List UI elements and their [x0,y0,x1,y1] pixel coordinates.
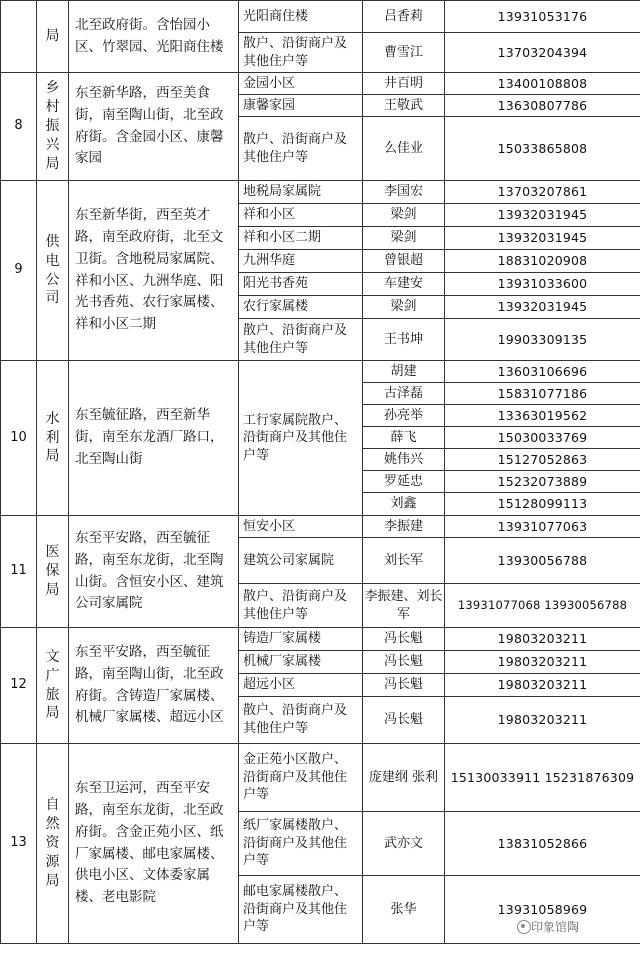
phone-number: 13932031945 [445,296,640,319]
phone-number: 15232073889 [445,471,640,493]
area-name: 建筑公司家属院 [239,538,363,584]
area-name: 光阳商住楼 [239,1,363,33]
area-name: 超远小区 [239,674,363,697]
area-name: 九洲华庭 [239,250,363,273]
area-name: 散户、沿街商户及其他住户等 [239,697,363,744]
row-index: 9 [1,181,37,361]
row-index: 13 [1,744,37,944]
phone-number: 13931058969 [445,876,640,944]
phone-number: 13931077068 13930056788 [445,584,640,628]
phone-number: 13930056788 [445,538,640,584]
unit-name: 医保局 [37,516,69,628]
area-name: 祥和小区 [239,204,363,227]
scope-text: 东至新华路，西至美食街，南至陶山街，北至政府街。含金园小区、康馨家园 [69,73,239,181]
contact-person: 吕香莉 [363,1,445,33]
phone-number: 18831020908 [445,250,640,273]
scope-text: 东至平安路，西至毓征路，南至陶山街，北至政府街。含铸造厂家属楼、机械厂家属楼、超远小区 [69,628,239,744]
area-name: 铸造厂家属楼 [239,628,363,651]
contact-person: 姚伟兴 [363,449,445,471]
phone-number: 13931053176 [445,1,640,33]
row-index: 11 [1,516,37,628]
phone-number: 19803203211 [445,651,640,674]
area-name: 工行家属院散户、沿街商户及其他住户等 [239,361,363,516]
area-name: 纸厂家属楼散户、沿街商户及其他住户等 [239,812,363,876]
contact-person: 冯长魁 [363,628,445,651]
area-name: 阳光书香苑 [239,273,363,296]
unit-name: 供电公司 [37,181,69,361]
phone-number: 15127052863 [445,449,640,471]
phone-number: 15033865808 [445,117,640,181]
area-name: 祥和小区二期 [239,227,363,250]
phone-number: 13931077063 [445,516,640,538]
unit-name: 自然资源局 [37,744,69,944]
contact-person: 车建安 [363,273,445,296]
phone-number: 19803203211 [445,628,640,651]
phone-number: 13831052866 [445,812,640,876]
contact-person: 梁剑 [363,204,445,227]
area-name: 康馨家园 [239,95,363,117]
contact-person: 刘鑫 [363,493,445,516]
area-name: 邮电家属楼散户、沿街商户及其他住户等 [239,876,363,944]
phone-number: 19903309135 [445,319,640,361]
area-name: 地税局家属院 [239,181,363,204]
unit-name: 水利局 [37,361,69,516]
area-name: 金园小区 [239,73,363,95]
contact-person: 孙亮举 [363,405,445,427]
phone-number: 13630807786 [445,95,640,117]
row-index [1,1,37,73]
contact-person: 李国宏 [363,181,445,204]
contact-person: 李振建、刘长军 [363,584,445,628]
contact-person: 王书坤 [363,319,445,361]
contact-person: 罗延忠 [363,471,445,493]
contact-person: 古泽磊 [363,383,445,405]
row-index: 8 [1,73,37,181]
phone-number: 19803203211 [445,697,640,744]
row-index: 12 [1,628,37,744]
contact-person: 薛飞 [363,427,445,449]
area-name: 机械厂家属楼 [239,651,363,674]
phone-number: 13603106696 [445,361,640,383]
contact-person: 武亦文 [363,812,445,876]
scope-text: 东至新华街，西至英才路，南至政府街，北至文卫街。含地税局家属院、祥和小区、九洲华庭、阳光书香苑、农行家属楼、祥和小区二期 [69,181,239,361]
row-index: 10 [1,361,37,516]
area-name: 散户、沿街商户及其他住户等 [239,117,363,181]
contact-person: 梁剑 [363,296,445,319]
unit-name: 局 [37,1,69,73]
phone-number: 13931033600 [445,273,640,296]
area-name: 恒安小区 [239,516,363,538]
watermark-text: 印象馆陶 [531,920,580,934]
contact-person: 冯长魁 [363,697,445,744]
scope-text: 东至毓征路，西至新华街，南至东龙酒厂路口，北至陶山街 [69,361,239,516]
unit-name: 文广旅局 [37,628,69,744]
phone-number: 13703204394 [445,33,640,73]
scope-text: 北至政府街。含怡园小区、竹翠园、光阳商住楼 [69,1,239,73]
phone-number: 19803203211 [445,674,640,697]
unit-name: 乡村振兴局 [37,73,69,181]
contact-person: 么佳业 [363,117,445,181]
contact-person: 王敬武 [363,95,445,117]
contact-person: 冯长魁 [363,651,445,674]
contact-person: 梁剑 [363,227,445,250]
contact-person: 张华 [363,876,445,944]
contact-person: 井百明 [363,73,445,95]
area-name: 散户、沿街商户及其他住户等 [239,33,363,73]
phone-number: 15128099113 [445,493,640,516]
area-name: 金正苑小区散户、沿街商户及其他住户等 [239,744,363,812]
contact-person: 刘长军 [363,538,445,584]
area-name: 农行家属楼 [239,296,363,319]
phone-number: 13703207861 [445,181,640,204]
contact-person: 胡建 [363,361,445,383]
contact-person: 曹雪江 [363,33,445,73]
phone-number: 15130033911 15231876309 [445,744,640,812]
phone-number: 15030033769 [445,427,640,449]
phone-number: 15831077186 [445,383,640,405]
phone-number: 13932031945 [445,204,640,227]
contact-person: 冯长魁 [363,674,445,697]
area-name: 散户、沿街商户及其他住户等 [239,319,363,361]
contact-person: 李振建 [363,516,445,538]
phone-number: 13932031945 [445,227,640,250]
scope-text: 东至卫运河，西至平安路，南至东龙街，北至政府街。含金正苑小区、纸厂家属楼、邮电家属楼、供电小区、文体委家属楼、老电影院 [69,744,239,944]
phone-number: 13400108808 [445,73,640,95]
contact-person: 曾银超 [363,250,445,273]
wechat-icon [517,920,531,934]
scope-text: 东至平安路，西至毓征路，南至东龙街，北至陶山街。含恒安小区、建筑公司家属院 [69,516,239,628]
contact-person: 庞建纲 张利 [363,744,445,812]
phone-number: 13363019562 [445,405,640,427]
area-name: 散户、沿街商户及其他住户等 [239,584,363,628]
